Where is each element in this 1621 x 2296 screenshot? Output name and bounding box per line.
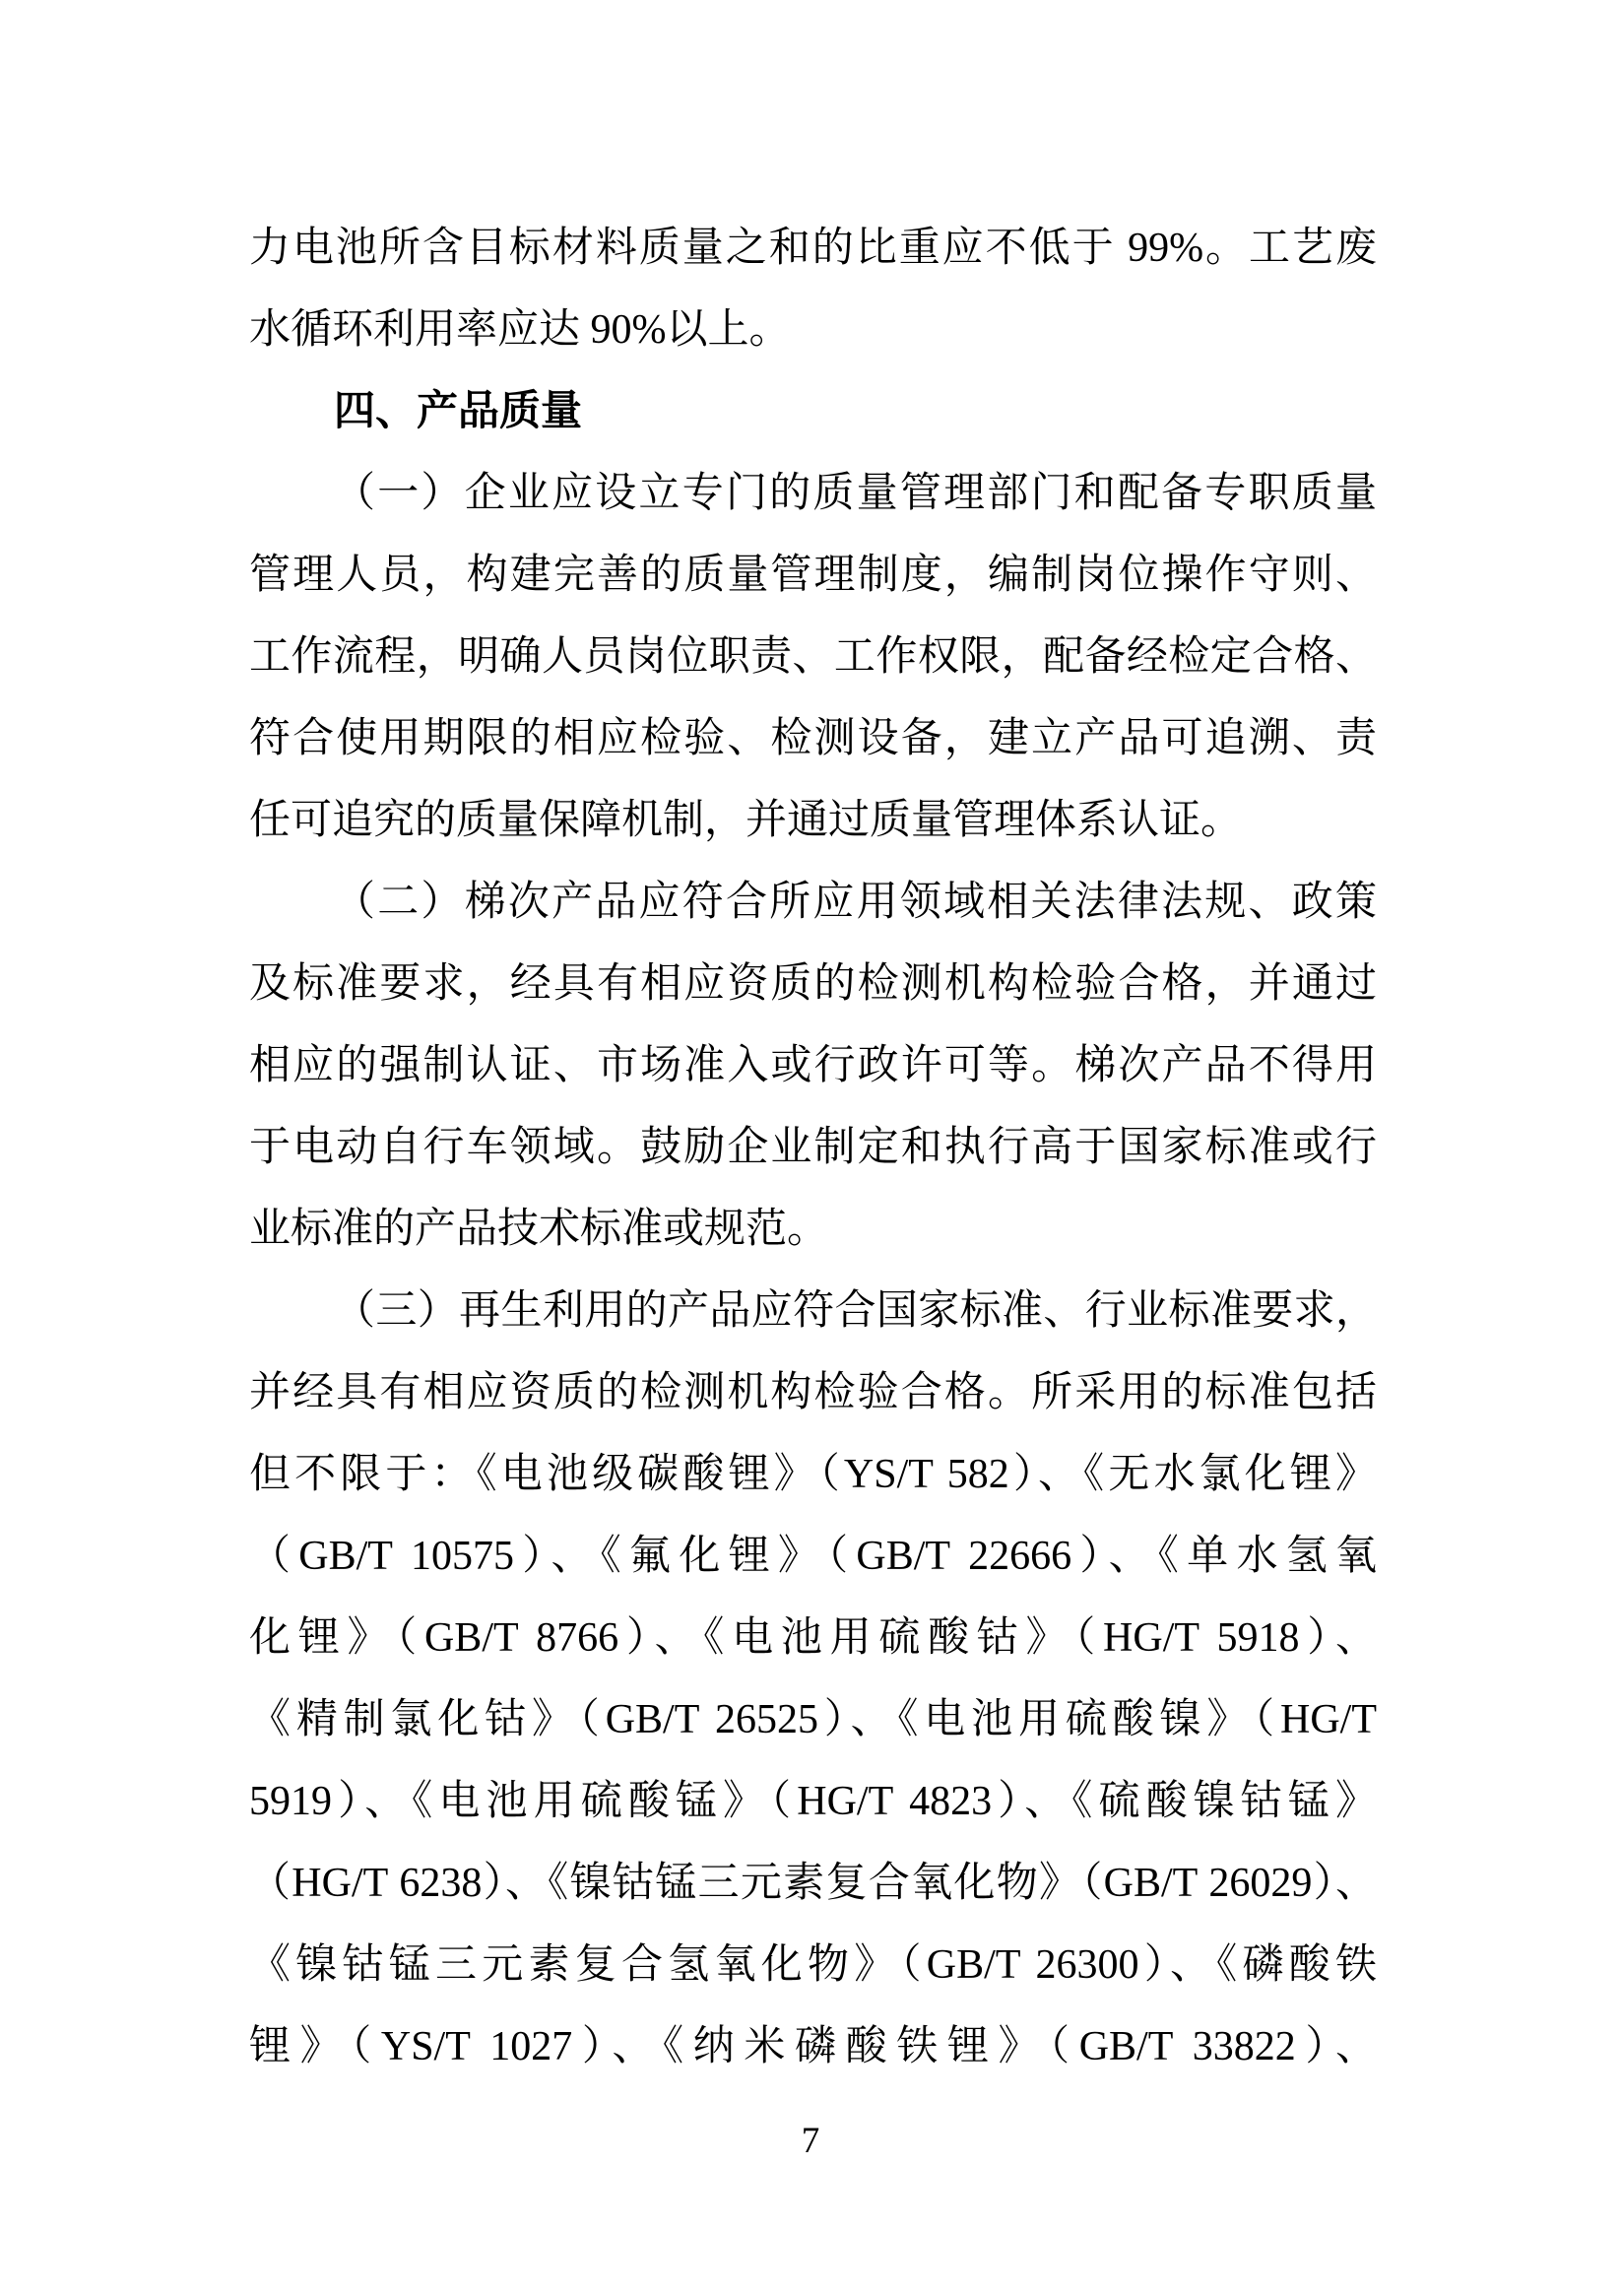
text-line: （GB/T 10575）、《氟化锂》（GB/T 22666）、《单水氢氧 [249,1534,1377,1579]
text-line: 管理人员，构建完善的质量管理制度，编制岗位操作守则、 [249,553,1377,598]
text-line: 并经具有相应资质的检测机构检验合格。所采用的标准包括 [249,1370,1377,1415]
text-line: 于电动自行车领域。鼓励企业制定和执行高于国家标准或行 [249,1125,1377,1170]
section-heading: 四、产品质量 [334,389,583,434]
text-line: （HG/T 6238）、《镍钴锰三元素复合氧化物》（GB/T 26029）、 [249,1861,1377,1906]
text-line: 水循环利用率应达 90%以上。 [249,307,791,353]
text-line: 但不限于：《电池级碳酸锂》（YS/T 582）、《无水氯化锂》 [249,1452,1377,1497]
text-line: （一）企业应设立专门的质量管理部门和配备专职质量 [334,471,1377,516]
text-line: 《镍钴锰三元素复合氢氧化物》（GB/T 26300）、《磷酸铁 [249,1942,1377,1988]
text-line: 工作流程，明确人员岗位职责、工作权限，配备经检定合格、 [249,634,1377,680]
text-line: 业标准的产品技术标准或规范。 [249,1207,829,1252]
text-line: 化锂》（GB/T 8766）、《电池用硫酸钴》（HG/T 5918）、 [249,1615,1377,1661]
page-number: 7 [801,2121,820,2161]
text-line: （二）梯次产品应符合所应用领域相关法律法规、政策 [334,880,1377,925]
text-line: 相应的强制认证、市场准入或行政许可等。梯次产品不得用 [249,1043,1377,1088]
text-line: 锂》（YS/T 1027）、《纳米磷酸铁锂》（GB/T 33822）、 [249,2024,1377,2069]
text-line: 及标准要求，经具有相应资质的检测机构检验合格，并通过 [249,961,1377,1007]
text-line: 符合使用期限的相应检验、检测设备，建立产品可追溯、责 [249,716,1377,761]
text-line: 力电池所含目标材料质量之和的比重应不低于 99%。工艺废 [249,226,1377,271]
text-line: 《精制氯化钴》（GB/T 26525）、《电池用硫酸镍》（HG/T [249,1697,1377,1742]
text-line: 任可追究的质量保障机制，并通过质量管理体系认证。 [249,798,1243,843]
text-line: 5919）、《电池用硫酸锰》（HG/T 4823）、《硫酸镍钴锰》 [249,1779,1377,1824]
text-line: （三）再生利用的产品应符合国家标准、行业标准要求， [334,1288,1377,1334]
text-block [249,208,1377,2088]
